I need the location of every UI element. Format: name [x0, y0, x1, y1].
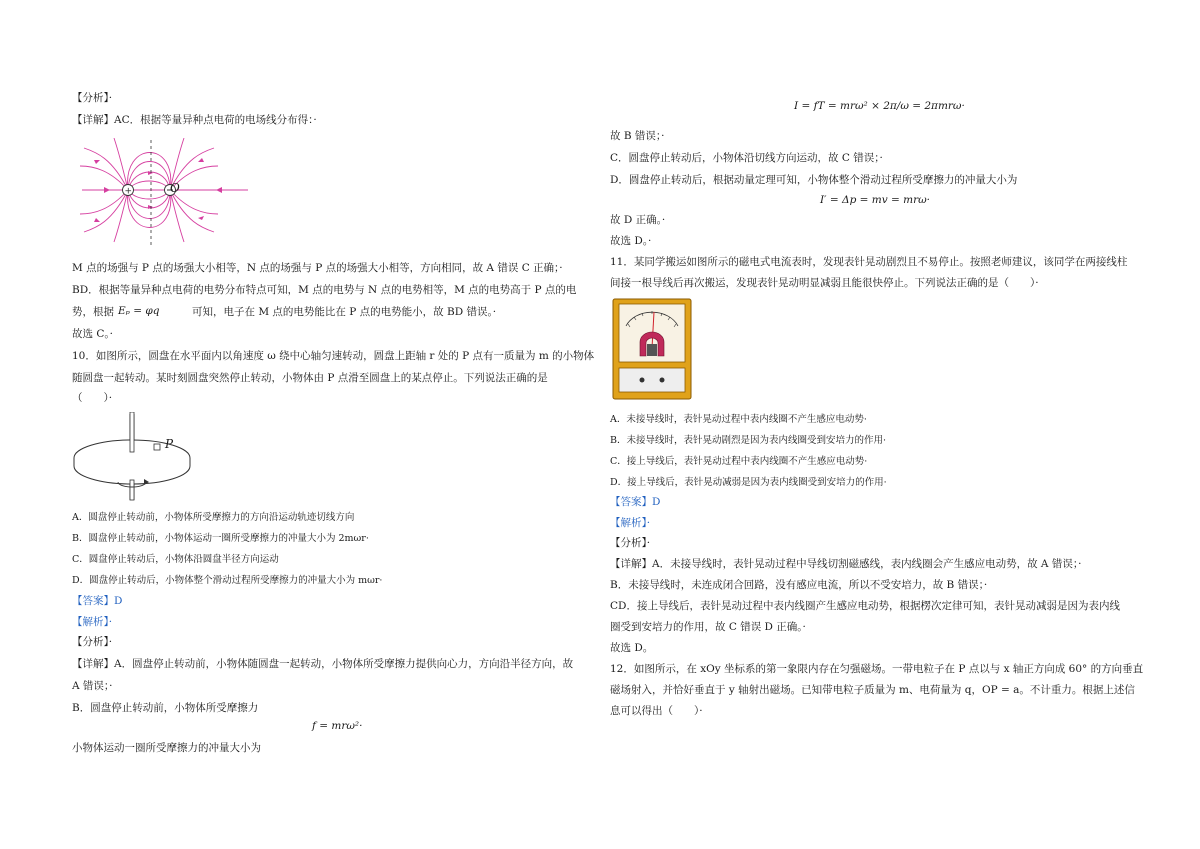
detail-line: 故 D 正确。·: [610, 214, 666, 226]
option-b: B．未接导线时，表针晃动剧烈是因为表内线圈受到安培力的作用·: [610, 435, 887, 446]
detail-line: D．圆盘停止转动后，根据动量定理可知，小物体整个滑动过程所受摩擦力的冲量大小为: [610, 174, 1018, 186]
detail-line: C．圆盘停止转动后，小物体沿切线方向运动，故 C 错误；·: [610, 152, 883, 164]
detail-line: M 点的场强与 P 点的场强大小相等，N 点的场强与 P 点的场强大小相等，方向相同，故 A 错误 C 正确；·: [72, 262, 563, 274]
question-11-stem: 11．某同学搬运如图所示的磁电式电流表时，发现表针晃动剧烈且不易停止。按照老师建议，该同学在两接线柱: [610, 256, 1128, 268]
field-label-o: O: [170, 181, 180, 195]
detail-line: B．未接导线时，未连成闭合回路，没有感应电流，所以不受安培力，故 B 错误；·: [610, 579, 988, 591]
question-10-blank: （ ）·: [72, 392, 113, 404]
explanation-label: 【解析】·: [72, 616, 113, 628]
option-c: C．接上导线后，表针晃动过程中表内线圈不产生感应电动势·: [610, 456, 868, 467]
analysis-heading: 【分析】·: [72, 92, 113, 104]
answer-line: 故选 D。: [610, 642, 654, 654]
impulse-formula: I = fT = mrω² × 2π/ω = 2πmrω·: [794, 100, 965, 112]
detail-line: B．圆盘停止转动前，小物体所受摩擦力: [72, 702, 259, 714]
question-12-stem: 息可以得出（ ）·: [610, 705, 703, 717]
analysis-heading: 【分析】·: [72, 636, 113, 648]
analysis-heading: 【分析】·: [610, 537, 651, 549]
option-a: A．圆盘停止转动前，小物体所受摩擦力的方向沿运动轨迹切线方向: [72, 512, 355, 523]
electric-field-diagram: [76, 138, 254, 250]
detail-line: 圈受到安培力的作用，故 C 错误 D 正确。·: [610, 621, 806, 633]
question-12-stem: 磁场射入，并恰好垂直于 y 轴射出磁场。已知带电粒子质量为 m、电荷量为 q，OP = a。不计重力。根据上述信: [610, 684, 1135, 696]
detail-line: A 错误；·: [72, 680, 113, 692]
momentum-formula: I′ = Δp = mv = mrω·: [820, 194, 931, 206]
question-11-stem: 间接一根导线后再次搬运，发现表针晃动明显减弱且能很快停止。下列说法正确的是（ ）·: [610, 277, 1039, 289]
detail-line: 【详解】A．圆盘停止转动前，小物体随圆盘一起转动，小物体所受摩擦力提供向心力，方向沿半径方向，故: [72, 658, 574, 670]
detail-line: 故 B 错误；·: [610, 130, 665, 142]
detail-line: 势，根据: [72, 306, 114, 318]
answer-line: 故选 C。·: [72, 328, 113, 340]
explanation-label: 【解析】·: [610, 517, 651, 529]
question-10-stem: 10．如图所示，圆盘在水平面内以角速度 ω 绕中心轴匀速转动，圆盘上距轴 r 处的 P 点有一质量为 m 的小物体: [72, 350, 595, 362]
potential-energy-formula: Eₚ = φq: [118, 305, 160, 317]
svg-text:+: +: [124, 186, 133, 197]
option-c: C．圆盘停止转动后，小物体沿圆盘半径方向运动: [72, 554, 279, 565]
option-d: D．接上导线后，表针晃动减弱是因为表内线圈受到安培力的作用·: [610, 477, 887, 488]
galvanometer-diagram: [612, 298, 692, 400]
rotating-disc-diagram: [72, 412, 222, 504]
question-10-stem: 随圆盘一起转动。某时刻圆盘突然停止转动，小物体由 P 点滑至圆盘上的某点停止。下列说法正确的是: [72, 372, 548, 384]
detail-line: CD．接上导线后，表针晃动过程中表内线圈产生感应电动势，根据楞次定律可知，表针晃动减弱是因为表内线: [610, 600, 1120, 612]
detail-line: 小物体运动一圈所受摩擦力的冲量大小为: [72, 742, 261, 754]
option-b: B．圆盘停止转动前，小物体运动一圈所受摩擦力的冲量大小为 2mωr·: [72, 533, 369, 544]
answer-line: 故选 D。·: [610, 235, 652, 247]
answer-label: 【答案】D: [72, 595, 123, 607]
point-label-p: P: [165, 437, 174, 451]
detail-line: 【详解】AC．根据等量异种点电荷的电场线分布得：·: [72, 114, 317, 126]
detail-line: 【详解】A．未接导线时，表针晃动过程中导线切割磁感线，表内线圈会产生感应电动势，故 A 错误；·: [610, 558, 1082, 570]
detail-line: BD．根据等量异种点电荷的电势分布特点可知，M 点的电势与 N 点的电势相等，M 点的电势高于 P 点的电: [72, 284, 577, 296]
answer-label: 【答案】D: [610, 496, 661, 508]
detail-line: 可知，电子在 M 点的电势能比在 P 点的电势能小，故 BD 错误。·: [192, 306, 497, 318]
option-a: A．未接导线时，表针晃动过程中表内线圈不产生感应电动势·: [610, 414, 867, 425]
friction-formula: f = mrω²·: [312, 720, 363, 732]
question-12-stem: 12．如图所示，在 xOy 坐标系的第一象限内存在匀强磁场。一带电粒子在 P 点以与 x 轴正方向成 60° 的方向垂直: [610, 663, 1144, 675]
option-d: D．圆盘停止转动后，小物体整个滑动过程所受摩擦力的冲量大小为 mωr·: [72, 575, 383, 586]
